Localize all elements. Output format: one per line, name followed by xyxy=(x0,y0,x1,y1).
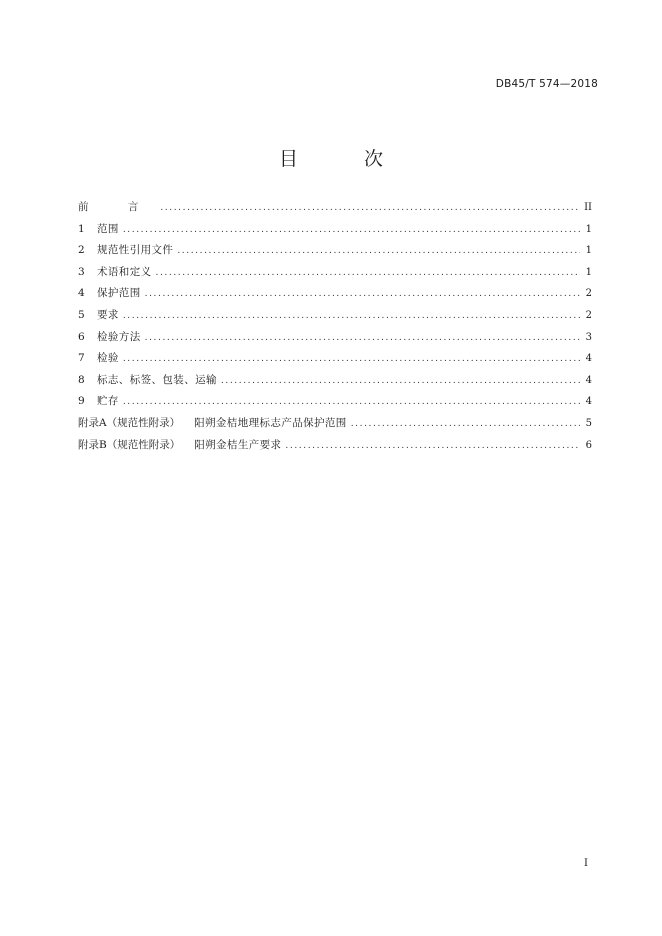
toc-entry-title: 阳朔金桔地理标志产品保护范围 xyxy=(194,416,347,429)
toc-entry-number: 7 xyxy=(78,352,85,365)
toc-entry-number: 8 xyxy=(78,373,85,386)
toc-page-number: II xyxy=(584,202,592,213)
toc-appendix-label: 附录B（规范性附录） xyxy=(78,438,181,451)
toc-entry-title: 规范性引用文件 xyxy=(97,244,174,257)
toc-leader-dots xyxy=(123,311,580,321)
toc-appendix-label: 附录A（规范性附录） xyxy=(78,416,181,429)
toc-page-number: 6 xyxy=(585,439,592,451)
toc-entry-title: 标志、标签、包装、运输 xyxy=(97,373,217,386)
page-title: 目 次 xyxy=(278,148,414,170)
toc-page-number: 5 xyxy=(585,417,592,429)
toc-leader-dots xyxy=(156,268,581,278)
toc-leader-dots xyxy=(123,397,580,407)
toc-page-number: 4 xyxy=(585,374,592,386)
toc-entry-title: 范围 xyxy=(97,222,119,235)
toc-entry-title: 术语和定义 xyxy=(97,265,152,278)
toc-page-number: 1 xyxy=(585,266,592,278)
toc-leader-dots xyxy=(285,441,580,451)
toc-leader-dots xyxy=(221,376,580,386)
toc-page-number: 1 xyxy=(585,245,592,257)
toc-leader-dots xyxy=(145,289,580,299)
toc-page-number: 2 xyxy=(585,309,592,321)
toc-entry-3[interactable] xyxy=(78,264,592,286)
toc-entry-foreword[interactable] xyxy=(78,199,592,221)
toc-entry-title: 检验 xyxy=(97,352,119,365)
toc-entry-5[interactable] xyxy=(78,307,592,329)
toc-entry-title: 阳朔金桔生产要求 xyxy=(194,438,282,451)
toc-entry-number: 3 xyxy=(78,265,85,278)
toc-entry-title: 保护范围 xyxy=(97,287,141,300)
document-code: DB45/T 574—2018 xyxy=(495,78,598,90)
toc-entry-number: 1 xyxy=(78,222,85,235)
toc-entry-number: 4 xyxy=(78,287,85,300)
toc-entry-number: 2 xyxy=(78,244,85,257)
toc-entry-9[interactable] xyxy=(78,393,592,415)
toc-entry-2[interactable] xyxy=(78,242,592,264)
page-number: I xyxy=(584,858,588,869)
toc-leader-dots xyxy=(351,419,580,429)
toc-entry-appendix-a[interactable] xyxy=(78,415,592,437)
toc-entry-number: 6 xyxy=(78,330,85,343)
toc-entry-6[interactable] xyxy=(78,329,592,351)
toc-entry-8[interactable] xyxy=(78,372,592,394)
toc-entry-title: 贮存 xyxy=(97,395,119,408)
toc-entry-appendix-b[interactable] xyxy=(78,437,592,459)
toc-entry-number: 9 xyxy=(78,395,85,408)
toc-page-number: 3 xyxy=(585,331,592,343)
toc-entry-4[interactable] xyxy=(78,285,592,307)
toc-page-number: 2 xyxy=(585,288,592,300)
toc-leader-dots xyxy=(160,203,580,213)
toc-entry-title: 要求 xyxy=(97,308,119,321)
toc-page-number: 4 xyxy=(585,396,592,408)
table-of-contents xyxy=(78,199,592,458)
toc-leader-dots xyxy=(145,333,580,343)
toc-entry-title: 检验方法 xyxy=(97,330,141,343)
toc-page-number: 4 xyxy=(585,353,592,365)
toc-entry-7[interactable] xyxy=(78,350,592,372)
toc-leader-dots xyxy=(177,246,580,256)
toc-leader-dots xyxy=(123,354,580,364)
toc-entry-number: 5 xyxy=(78,308,85,321)
toc-entry-1[interactable] xyxy=(78,221,592,243)
toc-page-number: 1 xyxy=(585,223,592,235)
toc-leader-dots xyxy=(123,225,580,235)
toc-entry-title: 前 言 xyxy=(78,201,157,213)
